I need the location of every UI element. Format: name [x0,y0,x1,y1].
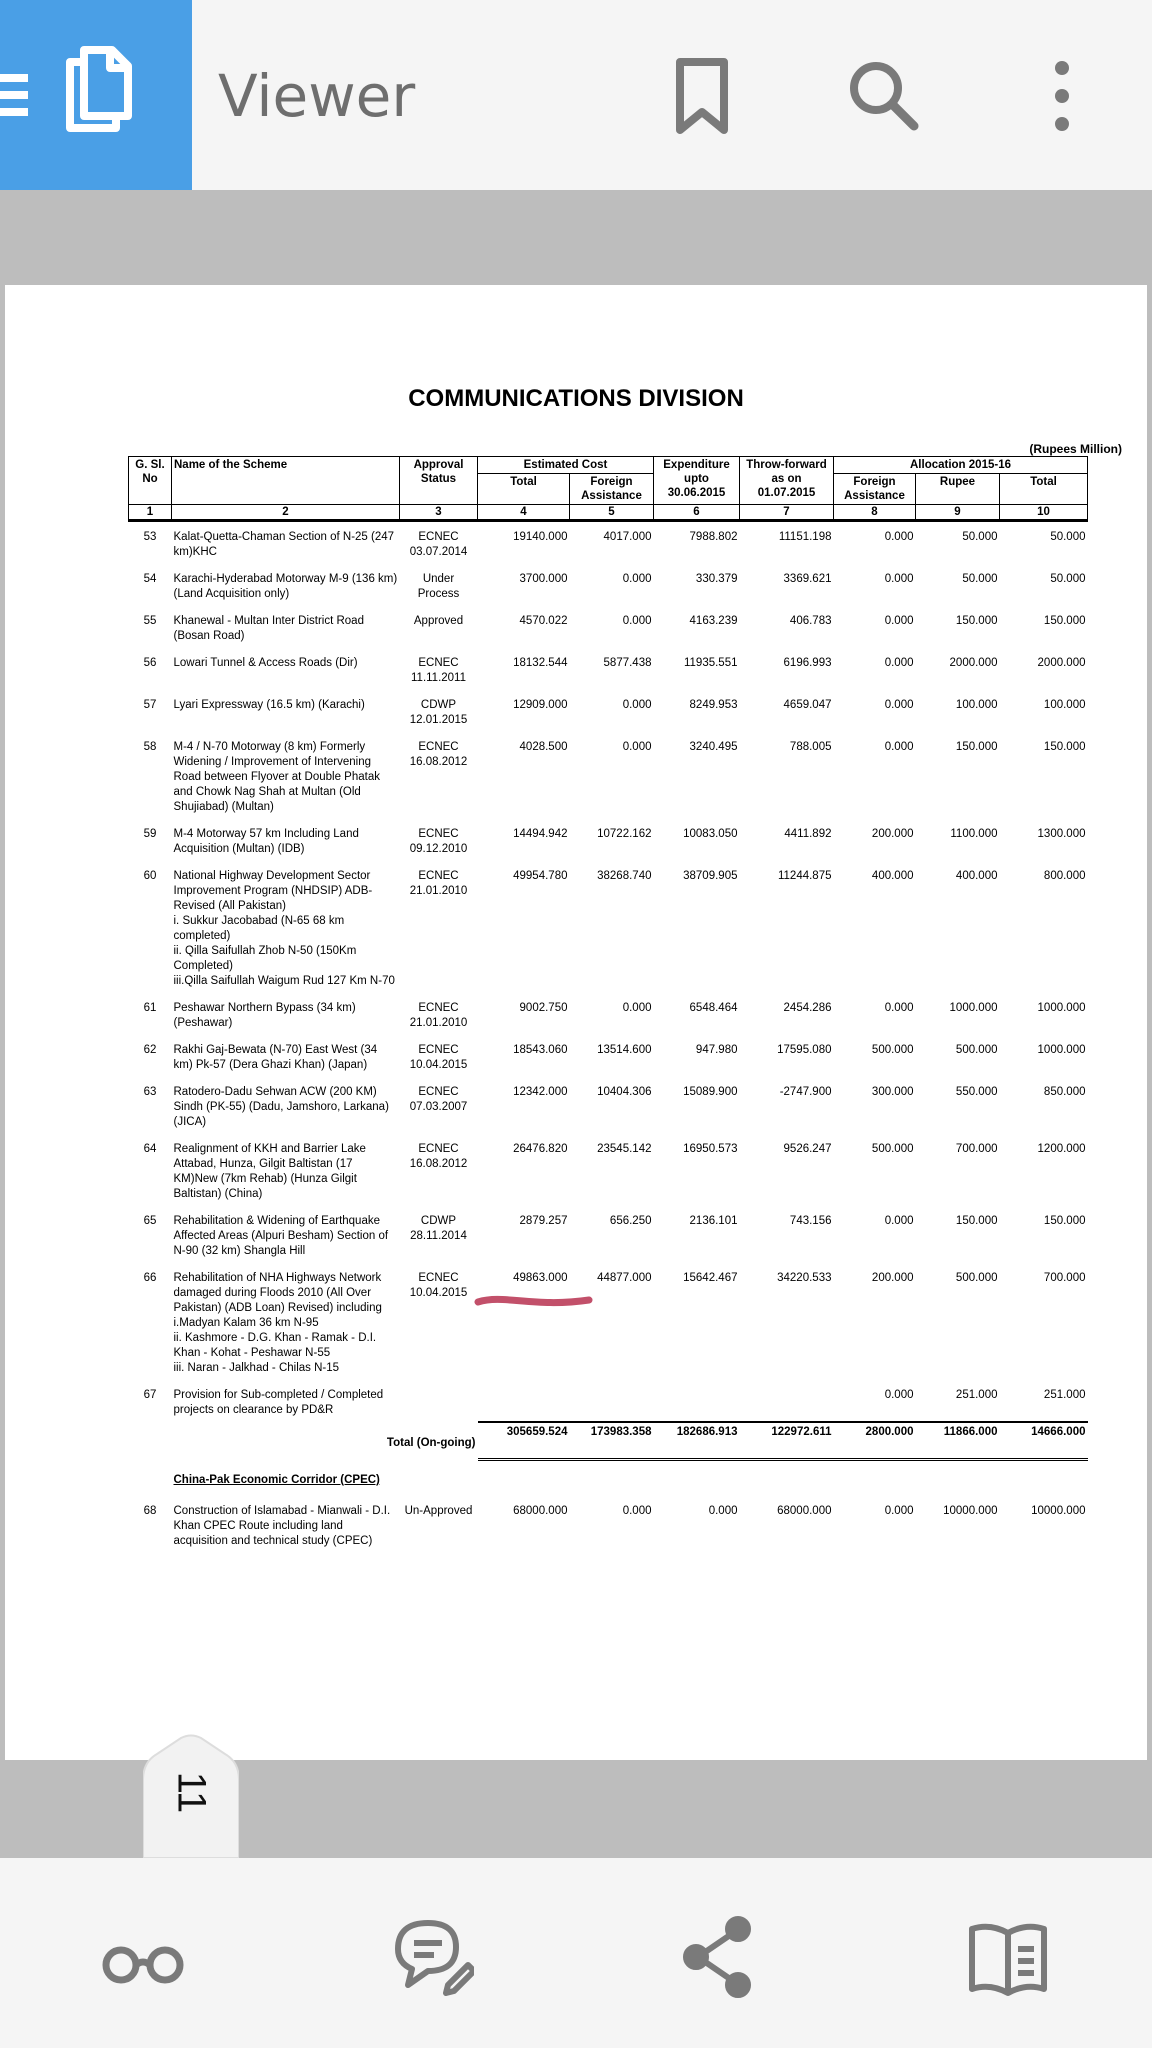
scheme-name: Realignment of KKH and Barrier Lake Attabad, Hunza, Gilgit Baltistan (17 KM)New (7km Rehab) (Hunza Gilgit Baltistan) (China) [173,1143,366,1200]
approval-status: ECNEC 16.08.2012 [409,1143,468,1170]
row-number: 57 [143,699,157,711]
foreign-assistance: 0.000 [622,699,652,711]
estimated-total: 26476.820 [513,1143,568,1155]
throw-forward: 17595.080 [777,1044,832,1056]
expenditure: 2136.101 [689,1215,738,1227]
table-row [129,690,1088,732]
table-row [129,1263,1088,1380]
row-number: 63 [143,1086,157,1098]
foreign-assistance: 38268.740 [597,870,652,882]
estimated-total: 18543.060 [513,1044,568,1056]
throw-forward: 4659.047 [783,699,832,711]
allocation-rupee: 50.000 [962,573,998,585]
scheme-name: National Highway Development Sector Improvement Program (NHDSIP) ADB-Revised (All Pakistan) i. Sukkur Jacobabad (N-65 68 km completed) ii. Qilla Saifullah Zhob N-50 (150Km Completed) iii.Qilla Saifullah Waigum Rud 127 Km N-70 [173,870,395,987]
section-heading-row [129,1459,1088,1496]
table-row [129,819,1088,861]
header-alloc-foreign: Foreign Assistance [834,474,916,505]
scheme-name: Rakhi Gaj-Bewata (N-70) East West (34 km) Pk-57 (Dera Ghazi Khan) (Japan) [173,1044,378,1071]
expenditure: 11935.551 [683,657,738,669]
scheme-name: M-4 Motorway 57 km Including Land Acquisition (Multan) (IDB) [173,828,359,855]
reading-mode-icon[interactable] [101,1915,185,1999]
foreign-assistance: 0.000 [622,1002,652,1014]
foreign-assistance: 0.000 [622,615,652,627]
scheme-name: Ratodero-Dadu Sehwan ACW (200 KM) Sindh (PK-55) (Dadu, Jamshoro, Larkana) (JICA) [173,1086,389,1128]
expenditure: 15089.900 [683,1086,738,1098]
table-row [129,732,1088,819]
throw-forward: 3369.621 [783,573,832,585]
estimated-total: 68000.000 [513,1504,568,1517]
allocation-rupee: 500.000 [955,1044,998,1056]
total-foreign: 173983.358 [570,1422,654,1459]
scheme-name: Peshawar Northern Bypass (34 km) (Peshawar) [173,1002,356,1029]
allocation-total: 251.000 [1043,1389,1086,1401]
approval-status: Approved [413,615,464,627]
allocation-rupee: 150.000 [955,615,998,627]
allocation-total: 1000.000 [1037,1044,1086,1056]
header-alloc-rupee: Rupee [916,474,1000,505]
estimated-total: 2879.257 [519,1215,568,1227]
approval-status: ECNEC 10.04.2015 [409,1044,468,1071]
table-row [129,564,1088,606]
expenditure: 330.379 [695,573,738,585]
expenditure: 6548.464 [689,1002,738,1014]
expenditure: 38709.905 [683,870,738,882]
estimated-total [478,1380,570,1422]
table-row [129,993,1088,1035]
expenditure [654,1380,740,1422]
expenditure: 8249.953 [689,699,738,711]
foreign-assistance: 5877.438 [603,657,652,669]
allocation-foreign: 0.000 [884,615,914,627]
allocation-foreign: 200.000 [871,828,914,840]
throw-forward: 11151.198 [778,531,832,543]
allocation-foreign: 0.000 [884,699,914,711]
allocation-foreign: 400.000 [871,870,914,882]
total-throw-forward: 122972.611 [740,1422,834,1459]
scheme-name: Kalat-Quetta-Chaman Section of N-25 (247 km)KHC [173,531,395,558]
column-number: 7 [740,505,834,521]
bookmark-icon[interactable] [662,56,742,136]
header-approval-status: Approval Status [400,457,478,505]
header-expenditure: Expenditure upto 30.06.2015 [654,457,740,505]
allocation-rupee: 100.000 [955,699,998,711]
approval-status: Under Process [417,573,460,600]
throw-forward: -2747.900 [779,1086,832,1098]
expenditure: 4163.239 [689,615,738,627]
header-cost-foreign: Foreign Assistance [570,474,654,505]
allocation-total: 1200.000 [1037,1143,1086,1155]
allocation-rupee: 500.000 [955,1272,998,1284]
allocation-foreign: 0.000 [884,1389,914,1401]
table-row [129,1134,1088,1206]
header-estimated-cost: Estimated Cost [478,457,654,474]
approval-status: ECNEC 07.03.2007 [409,1086,468,1113]
viewer-background [0,190,1152,282]
allocation-foreign: 0.000 [884,531,914,543]
allocation-rupee: 150.000 [955,1215,998,1227]
units-label: (Rupees Million) [1029,442,1122,456]
copy-document-icon[interactable] [0,0,192,190]
allocation-total: 150.000 [1043,1215,1086,1227]
allocation-foreign: 0.000 [884,573,914,585]
allocation-total: 1300.000 [1037,828,1086,840]
total-alloc-total: 14666.000 [1000,1422,1088,1459]
row-number: 59 [143,828,157,840]
header-throw-forward: Throw-forward as on 01.07.2015 [740,457,834,505]
handwritten-underline-annotation [474,1290,594,1312]
column-number: 8 [834,505,916,521]
cpec-table-body [129,1496,1088,1553]
allocation-total: 150.000 [1043,741,1086,753]
column-number: 5 [570,505,654,521]
column-number: 2 [172,505,400,521]
throw-forward: 11244.875 [777,870,832,882]
total-label: Total (On-going) [386,1437,476,1449]
total-alloc-foreign: 2800.000 [834,1422,916,1459]
estimated-total: 49954.780 [513,870,568,882]
allocation-total: 50.000 [1050,531,1086,543]
header-allocation: Allocation 2015-16 [834,457,1088,474]
table-row [129,1206,1088,1263]
row-number: 58 [143,741,157,753]
approval-status: CDWP 12.01.2015 [409,699,468,726]
page-number: 11 [169,1771,214,1814]
scheme-name: Karachi-Hyderabad Motorway M-9 (136 km) (Land Acquisition only) [173,573,398,600]
table-row [129,521,1088,565]
table-row [129,606,1088,648]
scheme-name: Lyari Expressway (16.5 km) (Karachi) [173,699,365,711]
throw-forward: 4411.892 [784,828,832,840]
throw-forward [740,1380,834,1422]
expenditure: 10083.050 [683,828,738,840]
scheme-name: M-4 / N-70 Motorway (8 km) Formerly Widening / Improvement of Intervening Road between Flyover at Double Phatak and Chowk Nag Shah at Multan (Old Shujiabad) (Multan) [173,741,380,813]
approval-status: ECNEC 10.04.2015 [409,1272,468,1299]
approval-status: ECNEC 21.01.2010 [409,1002,468,1029]
row-number: 68 [143,1504,157,1517]
search-icon[interactable] [842,56,922,136]
allocation-rupee: 700.000 [955,1143,998,1155]
approval-status: ECNEC 16.08.2012 [409,741,468,768]
throw-forward: 743.156 [789,1215,832,1227]
allocation-total: 50.000 [1050,573,1086,585]
table-row [129,1035,1088,1077]
foreign-assistance: 23545.142 [597,1143,652,1155]
foreign-assistance: 0.000 [622,1504,652,1517]
app-title: Viewer [218,62,416,130]
foreign-assistance: 10404.306 [597,1086,652,1098]
allocation-rupee: 1100.000 [950,828,998,840]
approval-status: ECNEC 11.11.2011 [411,657,466,684]
column-number: 9 [916,505,1000,521]
expenditure: 947.980 [695,1044,738,1056]
estimated-total: 4570.022 [519,615,568,627]
allocation-total: 10000.000 [1031,1504,1086,1517]
scheme-name: Khanewal - Multan Inter District Road (Bosan Road) [173,615,364,642]
allocation-foreign: 0.000 [884,1215,914,1227]
foreign-assistance: 0.000 [622,573,652,585]
allocation-rupee: 50.000 [962,531,998,543]
row-number: 62 [143,1044,157,1056]
scheme-name: Construction of Islamabad - Mianwali - D.I. Khan CPEC Route including land acquisition and technical study (CPEC) [173,1504,391,1547]
schemes-table [128,456,1088,1553]
foreign-assistance [570,1380,654,1422]
foreign-assistance: 10722.162 [597,828,652,840]
allocation-total: 150.000 [1043,615,1086,627]
estimated-total: 12342.000 [513,1086,568,1098]
approval-status: ECNEC 09.12.2010 [409,828,468,855]
allocation-foreign: 0.000 [884,657,914,669]
foreign-assistance: 44877.000 [597,1272,652,1284]
allocation-total: 100.000 [1043,699,1086,711]
row-number: 64 [143,1143,157,1155]
scheme-name: Provision for Sub-completed / Completed projects on clearance by PD&R [173,1389,384,1416]
total-cost: 305659.524 [478,1422,570,1459]
column-number: 3 [400,505,478,521]
approval-status [400,1380,478,1422]
column-number: 4 [478,505,570,521]
estimated-total: 4028.500 [519,741,568,753]
row-number: 67 [143,1389,157,1401]
expenditure: 3240.495 [689,741,738,753]
table-row [129,648,1088,690]
row-number: 61 [143,1002,157,1014]
header-scheme-name: Name of the Scheme [172,457,400,505]
scheme-name: Rehabilitation of NHA Highways Network damaged during Floods 2010 (All Over Pakistan) (ADB Loan) Revised) including i.Madyan Kalam 36 km N-95 ii. Kashmore - D.G. Khan - Ramak - D.I. Khan - Kohat - Peshawar N-55 iii. Naran - Jalkhad - Chilas N-15 [173,1272,382,1374]
allocation-foreign: 0.000 [884,1002,914,1014]
throw-forward: 34220.533 [777,1272,832,1284]
comment-edit-icon[interactable] [390,1915,474,1999]
document-title: COMMUNICATIONS DIVISION [408,385,744,412]
estimated-total: 9002.750 [519,1002,568,1014]
total-row [129,1422,1088,1459]
column-number: 10 [1000,505,1088,521]
expenditure: 7988.802 [689,531,738,543]
allocation-foreign: 300.000 [871,1086,914,1098]
header-gsl-no: G. Sl. No [129,457,172,505]
allocation-total: 700.000 [1043,1272,1086,1284]
foreign-assistance: 656.250 [609,1215,652,1227]
row-number: 55 [143,615,157,627]
app-icon-area[interactable] [0,0,192,190]
allocation-foreign: 500.000 [871,1044,914,1056]
estimated-total: 3700.000 [519,573,568,585]
expenditure: 15642.467 [683,1272,738,1284]
table-row [129,1380,1088,1422]
scheme-name: Rehabilitation & Widening of Earthquake Affected Areas (Alpuri Besham) Section of N-90 (32 km) Shangla Hill [173,1215,389,1257]
approval-status: CDWP 28.11.2014 [410,1215,467,1242]
allocation-total: 1000.000 [1037,1002,1086,1014]
allocation-rupee: 251.000 [955,1389,998,1401]
allocation-rupee: 550.000 [955,1086,998,1098]
throw-forward: 788.005 [789,741,832,753]
scheme-name: Lowari Tunnel & Access Roads (Dir) [173,657,358,669]
allocation-rupee: 10000.000 [943,1504,998,1517]
foreign-assistance: 0.000 [622,741,652,753]
allocation-total: 850.000 [1043,1086,1086,1098]
foreign-assistance: 4017.000 [603,531,652,543]
allocation-total: 800.000 [1043,870,1086,882]
approval-status: ECNEC 03.07.2014 [409,531,468,558]
document-page[interactable] [5,285,1147,1760]
share-icon[interactable] [676,1915,760,1999]
estimated-total: 18132.544 [513,657,568,669]
allocation-rupee: 1000.000 [949,1002,998,1014]
top-toolbar [0,0,1152,190]
header-cost-total: Total [478,474,570,505]
allocation-total: 2000.000 [1037,657,1086,669]
header-alloc-total: Total [1000,474,1088,505]
table-body [129,521,1088,1423]
row-number: 56 [143,657,157,669]
column-number: 1 [129,505,172,521]
estimated-total: 19140.000 [513,531,568,543]
allocation-rupee: 150.000 [955,741,998,753]
table-row [129,861,1088,993]
foreign-assistance: 13514.600 [597,1044,652,1056]
throw-forward: 6196.993 [783,657,832,669]
more-vert-icon[interactable] [1022,56,1102,136]
row-number: 53 [143,531,157,543]
row-number: 66 [143,1272,157,1284]
row-number: 54 [143,573,157,585]
expenditure: 16950.573 [683,1143,738,1155]
allocation-foreign: 0.000 [884,1504,914,1517]
table-row [129,1077,1088,1134]
throw-forward: 2454.286 [783,1002,832,1014]
column-number: 6 [654,505,740,521]
expenditure: 0.000 [708,1504,738,1517]
allocation-foreign: 0.000 [884,741,914,753]
section-heading: China-Pak Economic Corridor (CPEC) [173,1473,380,1486]
table-row [129,1496,1088,1553]
allocation-foreign: 200.000 [871,1272,914,1284]
throw-forward: 68000.000 [777,1504,832,1517]
allocation-rupee: 2000.000 [949,657,998,669]
throw-forward: 9526.247 [783,1143,832,1155]
row-number: 65 [143,1215,157,1227]
total-alloc-rupee: 11866.000 [916,1422,1000,1459]
estimated-total: 12909.000 [513,699,568,711]
throw-forward: 406.783 [789,615,832,627]
estimated-total: 49863.000 [513,1272,568,1284]
allocation-foreign: 500.000 [871,1143,914,1155]
total-expenditure: 182686.913 [654,1422,740,1459]
approval-status: ECNEC 21.01.2010 [409,870,468,897]
estimated-total: 14494.942 [513,828,568,840]
book-icon[interactable] [966,1915,1050,1999]
row-number: 60 [143,870,157,882]
allocation-rupee: 400.000 [955,870,998,882]
approval-status: Un-Approved [404,1504,473,1517]
